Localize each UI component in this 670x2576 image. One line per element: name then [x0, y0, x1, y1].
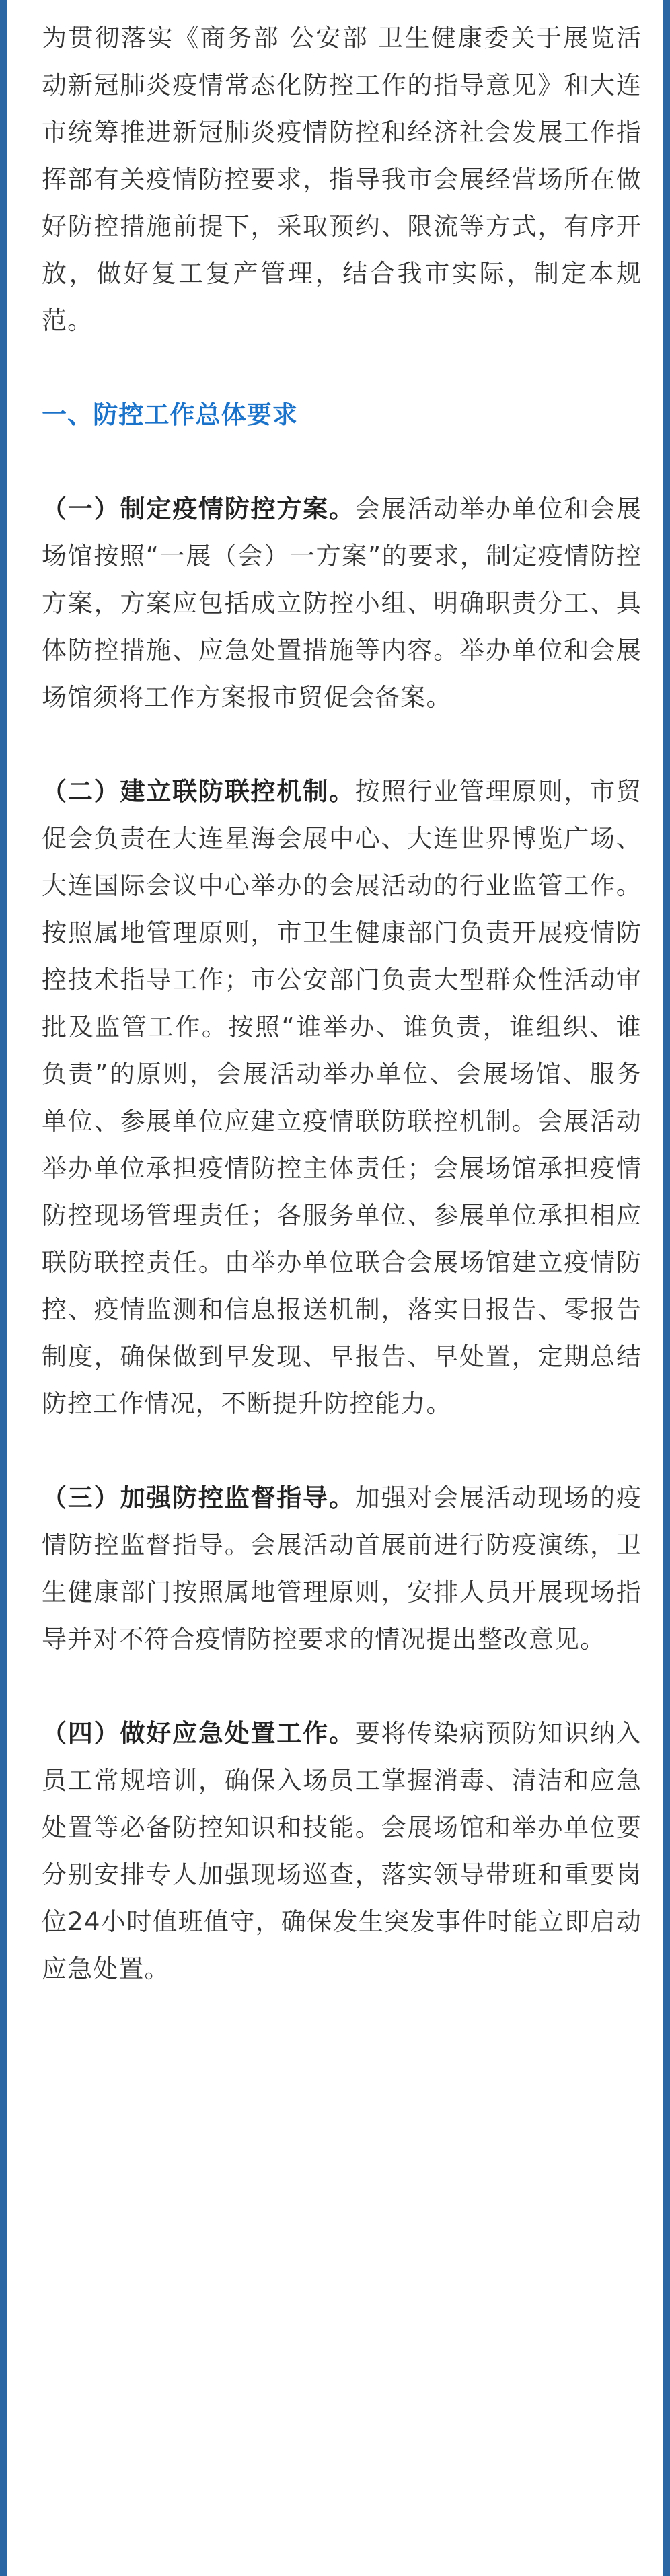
article-body — [42, 15, 642, 2040]
item-lead-2: （二）建立联防联控机制。 — [42, 777, 355, 806]
section-heading: 一、防控工作总体要求 — [42, 400, 298, 429]
item-paragraph-1 — [42, 486, 642, 721]
item-paragraph-4 — [42, 1710, 642, 1993]
item-body-2: 按照行业管理原则，市贸促会负责在大连星海会展中心、大连世界博览广场、大连国际会议中心举办的会展活动的行业监管工作。按照属地管理原则，市卫生健康部门负责开展疫情防控技术指导工作；市公安部门负责大型群众性活动审批及监管工作。按照“谁举办、谁负责，谁组织、谁负责”的原则，会展活动举办单位、会展场馆、服务单位、参展单位应建立疫情联防联控机制。会展活动举办单位承担疫情防控主体责任；会展场馆承担疫情防控现场管理责任；各服务单位、参展单位承担相应联防联控责任。由举办单位联合会展场馆建立疫情防控、疫情监测和信息报送机制，落实日报告、零报告制度，确保做到早发现、早报告、早处置，定期总结防控工作情况，不断提升防控能力。 — [42, 777, 642, 1418]
item-lead-3: （三）加强防控监督指导。 — [42, 1483, 355, 1512]
item-paragraph-3 — [42, 1475, 642, 1663]
item-lead-4: （四）做好应急处置工作。 — [42, 1719, 355, 1748]
item-lead-1: （一）制定疫情防控方案。 — [42, 494, 355, 523]
item-body-3: 加强对会展活动现场的疫情防控监督指导。会展活动首展前进行防疫演练，卫生健康部门按照属地管理原则，安排人员开展现场指导并对不符合疫情防控要求的情况提出整改意见。 — [42, 1483, 642, 1654]
intro-paragraph: 为贯彻落实《商务部 公安部 卫生健康委关于展览活动新冠肺炎疫情常态化防控工作的指导意见》和大连市统筹推进新冠肺炎疫情防控和经济社会发展工作指挥部有关疫情防控要求，指导我市会展经营场所在做好防控措施前提下，采取预约、限流等方式，有序开放，做好复工复产管理，结合我市实际，制定本规范。 — [42, 24, 642, 335]
item-body-1: 会展活动举办单位和会展场馆按照“一展（会）一方案”的要求，制定疫情防控方案，方案应包括成立防控小组、明确职责分工、具体防控措施、应急处置措施等内容。举办单位和会展场馆须将工作方案报市贸促会备案。 — [42, 494, 642, 712]
item-body-4: 要将传染病预防知识纳入员工常规培训，确保入场员工掌握消毒、清洁和应急处置等必备防控知识和技能。会展场馆和举办单位要分别安排专人加强现场巡查，落实领导带班和重要岗位24小时值班值守，确保发生突发事件时能立即启动应急处置。 — [42, 1719, 642, 1983]
item-paragraph-2 — [42, 768, 642, 1428]
